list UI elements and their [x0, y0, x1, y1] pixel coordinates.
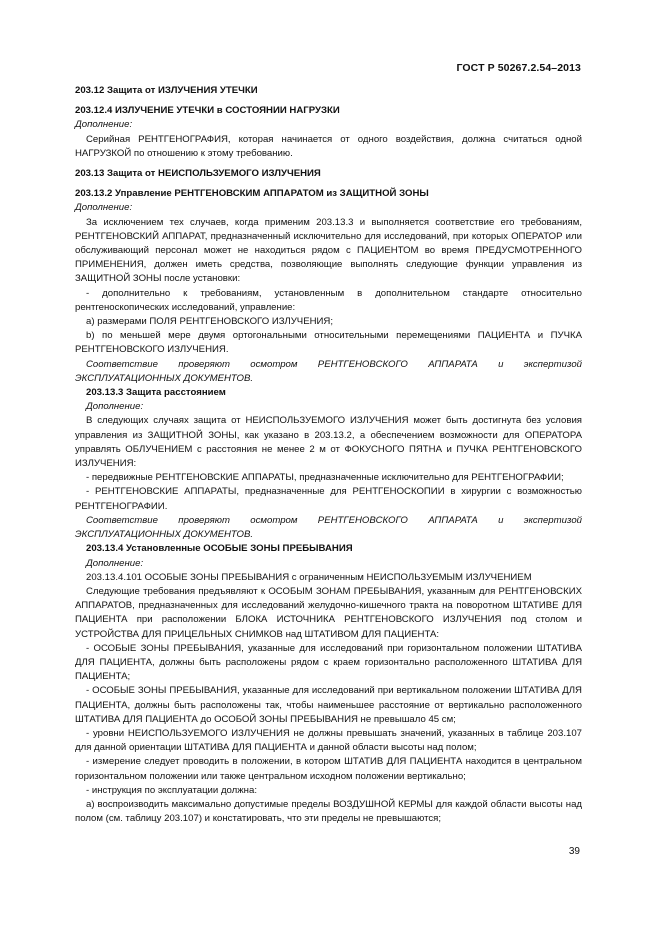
- body-paragraph: Серийная РЕНТГЕНОГРАФИЯ, которая начинается от одного воздействия, должна считаться одной НАГРУЗКОЙ по отношению к этому требованию.: [75, 133, 582, 159]
- list-item: - инструкция по эксплуатации должна:: [86, 784, 257, 796]
- list-item: - измерение следует проводить в положении, в котором ШТАТИВ ДЛЯ ПАЦИЕНТА находится в центральном горизонтальном положении или также центральном исходном положении вертикально;: [75, 756, 582, 782]
- body-paragraph: За исключением тех случаев, когда применим 203.13.3 и выполняется соответствие его требованиям, РЕНТГЕНОВСКИЙ АППАРАТ, предназначенный исключительно для исследований, при которых ОПЕРАТОР или обслуживающий персонал может не находиться рядом с ПАЦИЕНТОМ во время ПРЕДУСМОТРЕННОГО ПРИМЕНЕНИЯ, должен иметь средства, позволяющие выполнять следующие функции управления из ЗАЩИТНОЙ ЗОНЫ после установки:: [75, 216, 582, 285]
- standard-number: ГОСТ Р 50267.2.54–2013: [456, 62, 581, 74]
- list-item: - уровни НЕИСПОЛЬЗУЕМОГО ИЗЛУЧЕНИЯ не должны превышать значений, указанных в таблице 203.107 для данной ориентации ШТАТИВА ДЛЯ ПАЦИЕНТА и данной области высоты над полом;: [75, 727, 582, 754]
- addition-label: Дополнение:: [86, 557, 144, 569]
- section-heading-203-12-4: 203.12.4 ИЗЛУЧЕНИЕ УТЕЧКИ в СОСТОЯНИИ НАГРУЗКИ: [75, 105, 340, 117]
- list-item: - передвижные РЕНТГЕНОВСКИЕ АППАРАТЫ, предназначенные исключительно для РЕНТГЕНОГРАФИИ;: [86, 472, 564, 484]
- list-item: a) воспроизводить максимально допустимые пределы ВОЗДУШНОЙ КЕРМЫ для каждой области высоты над полом (см. таблицу 203.107) и констатировать, что эти пределы не превышаются;: [75, 798, 582, 825]
- list-item: - ОСОБЫЕ ЗОНЫ ПРЕБЫВАНИЯ, указанные для исследований при вертикальном положении ШТАТИВА ДЛЯ ПАЦИЕНТА, должны быть расположены так, чтобы наименьшее расстояние от вертикально расположенного ШТАТИВА ДЛЯ ПАЦИЕНТА до ОСОБОЙ ЗОНЫ ПРЕБЫВАНИЯ не превышало 45 см;: [75, 685, 582, 725]
- body-paragraph: Следующие требования предъявляют к ОСОБЫМ ЗОНАМ ПРЕБЫВАНИЯ, указанным для РЕНТГЕНОВСКИХ АППАРАТОВ, предназначенных для исследований желудочно-кишечного тракта на поворотном ШТАТИВЕ ДЛЯ ПАЦИЕНТА при расположении БЛОКА ИСТОЧНИКА РЕНТГЕНОВСКОГО ИЗЛУЧЕНИЯ под столом и УСТРОЙСТВА ДЛЯ ПРИЦЕЛЬНЫХ СНИМКОВ над ШТАТИВОМ ДЛЯ ПАЦИЕНТА:: [75, 585, 582, 640]
- addition-label: Дополнение:: [86, 401, 144, 413]
- body-paragraph: В следующих случаях защита от НЕИСПОЛЬЗУЕМОГО ИЗЛУЧЕНИЯ может быть достигнута без условия управления из ЗАЩИТНОЙ ЗОНЫ, как указано в 203.13.2, а обеспечением возможности для ОПЕРАТОРА управлять ОБЛУЧЕНИЕМ с расстояния не менее 2 м от ФОКУСНОГО ПЯТНА и ПУЧКА РЕНТГЕНОВСКОГО ИЗЛУЧЕНИЯ:: [75, 415, 582, 470]
- section-heading-203-12: 203.12 Защита от ИЗЛУЧЕНИЯ УТЕЧКИ: [75, 85, 258, 96]
- document-body: [75, 84, 582, 826]
- section-heading-203-13-4: 203.13.4 Установленные ОСОБЫЕ ЗОНЫ ПРЕБЫВАНИЯ: [86, 543, 353, 555]
- page-number: 39: [568, 846, 580, 857]
- list-item: - РЕНТГЕНОВСКИЕ АППАРАТЫ, предназначенные для РЕНТГЕНОСКОПИИ в хирургии с возможностью РЕНТГЕНОГРАФИИ.: [75, 486, 582, 512]
- addition-label: Дополнение:: [75, 202, 133, 214]
- list-item: b) по меньшей мере двумя ортогональными относительными перемещениями ПАЦИЕНТА и ПУЧКА РЕНТГЕНОВСКОГО ИЗЛУЧЕНИЯ.: [75, 330, 582, 356]
- section-heading-203-13: 203.13 Защита от НЕИСПОЛЬЗУЕМОГО ИЗЛУЧЕНИЯ: [75, 168, 321, 180]
- subsection-title: 203.13.4.101 ОСОБЫЕ ЗОНЫ ПРЕБЫВАНИЯ с ограниченным НЕИСПОЛЬЗУЕМЫМ ИЗЛУЧЕНИЕМ: [86, 571, 532, 583]
- addition-label: Дополнение:: [75, 119, 133, 131]
- compliance-note: Соответствие проверяют осмотром РЕНТГЕНОВСКОГО АППАРАТА и экспертизой ЭКСПЛУАТАЦИОННЫХ ДОКУМЕНТОВ.: [75, 514, 582, 541]
- list-item: - дополнительно к требованиям, установленным в дополнительном стандарте относительно рентгеноскопических исследований, управление:: [75, 287, 582, 313]
- list-item: - ОСОБЫЕ ЗОНЫ ПРЕБЫВАНИЯ, указанные для исследований при горизонтальном положении ШТАТИВА ДЛЯ ПАЦИЕНТА, должны быть расположены рядом с краем горизонтально расположенного ШТАТИВА ДЛЯ ПАЦИЕНТА;: [75, 642, 582, 683]
- section-heading-203-13-2: 203.13.2 Управление РЕНТГЕНОВСКИМ АППАРАТОМ из ЗАЩИТНОЙ ЗОНЫ: [75, 188, 429, 200]
- list-item: a) размерами ПОЛЯ РЕНТГЕНОВСКОГО ИЗЛУЧЕНИЯ;: [86, 316, 334, 328]
- section-heading-203-13-3: 203.13.3 Защита расстоянием: [86, 387, 226, 399]
- compliance-note: Соответствие проверяют осмотром РЕНТГЕНОВСКОГО АППАРАТА и экспертизой ЭКСПЛУАТАЦИОННЫХ ДОКУМЕНТОВ.: [75, 358, 582, 384]
